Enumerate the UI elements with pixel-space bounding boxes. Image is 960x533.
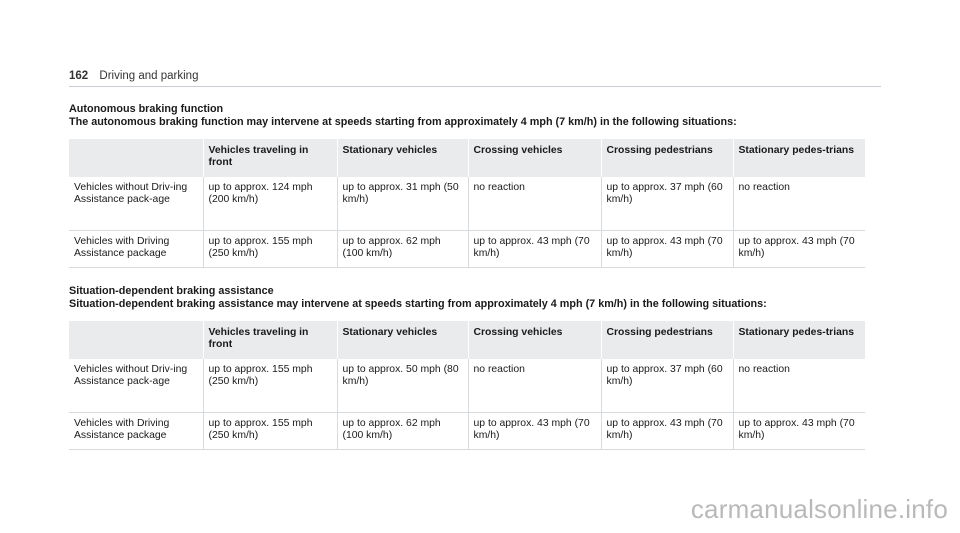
column-header: Crossing vehicles [468,139,601,177]
column-header: Crossing vehicles [468,321,601,359]
column-header: Vehicles traveling in front [203,321,337,359]
table-row [69,177,865,231]
column-header: Crossing pedestrians [601,139,733,177]
table-cell: up to approx. 37 mph (60 km/h) [601,359,733,413]
section-title: Situation-dependent braking assistance [69,285,274,297]
table-row [69,413,865,450]
table-cell: up to approx. 37 mph (60 km/h) [601,177,733,231]
table-row [69,359,865,413]
table-cell: no reaction [733,359,865,413]
braking-table [69,139,865,268]
table-cell: up to approx. 43 mph (70 km/h) [601,231,733,268]
section-title: Autonomous braking function [69,103,224,115]
column-header: Stationary pedes-trians [733,139,865,177]
table-header-row [69,139,865,177]
column-header: Stationary vehicles [337,139,468,177]
table-cell: up to approx. 43 mph (70 km/h) [733,413,865,450]
table-cell: up to approx. 124 mph (200 km/h) [203,177,337,231]
section-lead: The autonomous braking function may intervene at speeds starting from approximately 4 mph (7 km/h) in the following situations: [69,116,737,128]
section-lead: Situation-dependent braking assistance may intervene at speeds starting from approximately 4 mph (7 km/h) in the following situations: [69,298,767,310]
section-name: Driving and parking [99,70,199,82]
table-cell: no reaction [733,177,865,231]
table-cell: Vehicles without Driv-ing Assistance pack-age [69,359,203,413]
table-cell: up to approx. 155 mph (250 km/h) [203,413,337,450]
situation-dependent-braking-section [69,285,865,450]
table-cell: up to approx. 62 mph (100 km/h) [337,231,468,268]
table-cell: up to approx. 43 mph (70 km/h) [468,413,601,450]
page-header [69,70,881,87]
table-cell: up to approx. 155 mph (250 km/h) [203,359,337,413]
column-header: Vehicles traveling in front [203,139,337,177]
table-row [69,231,865,268]
table-cell: Vehicles with Driving Assistance package [69,231,203,268]
table-cell: up to approx. 62 mph (100 km/h) [337,413,468,450]
table-cell: up to approx. 43 mph (70 km/h) [601,413,733,450]
page-number: 162 [69,70,89,82]
autonomous-braking-section [69,103,865,268]
column-header: Crossing pedestrians [601,321,733,359]
table-cell: up to approx. 155 mph (250 km/h) [203,231,337,268]
table-cell: up to approx. 50 mph (80 km/h) [337,359,468,413]
table-header-row [69,321,865,359]
column-header [69,139,203,177]
table-cell: no reaction [468,177,601,231]
table-cell: up to approx. 43 mph (70 km/h) [733,231,865,268]
table-cell: up to approx. 43 mph (70 km/h) [468,231,601,268]
table-cell: no reaction [468,359,601,413]
column-header: Stationary pedes-trians [733,321,865,359]
braking-table [69,321,865,450]
column-header: Stationary vehicles [337,321,468,359]
watermark: carmanualsonline.info [690,494,948,524]
table-cell: Vehicles without Driv-ing Assistance pack-age [69,177,203,231]
table-cell: Vehicles with Driving Assistance package [69,413,203,450]
column-header [69,321,203,359]
table-cell: up to approx. 31 mph (50 km/h) [337,177,468,231]
